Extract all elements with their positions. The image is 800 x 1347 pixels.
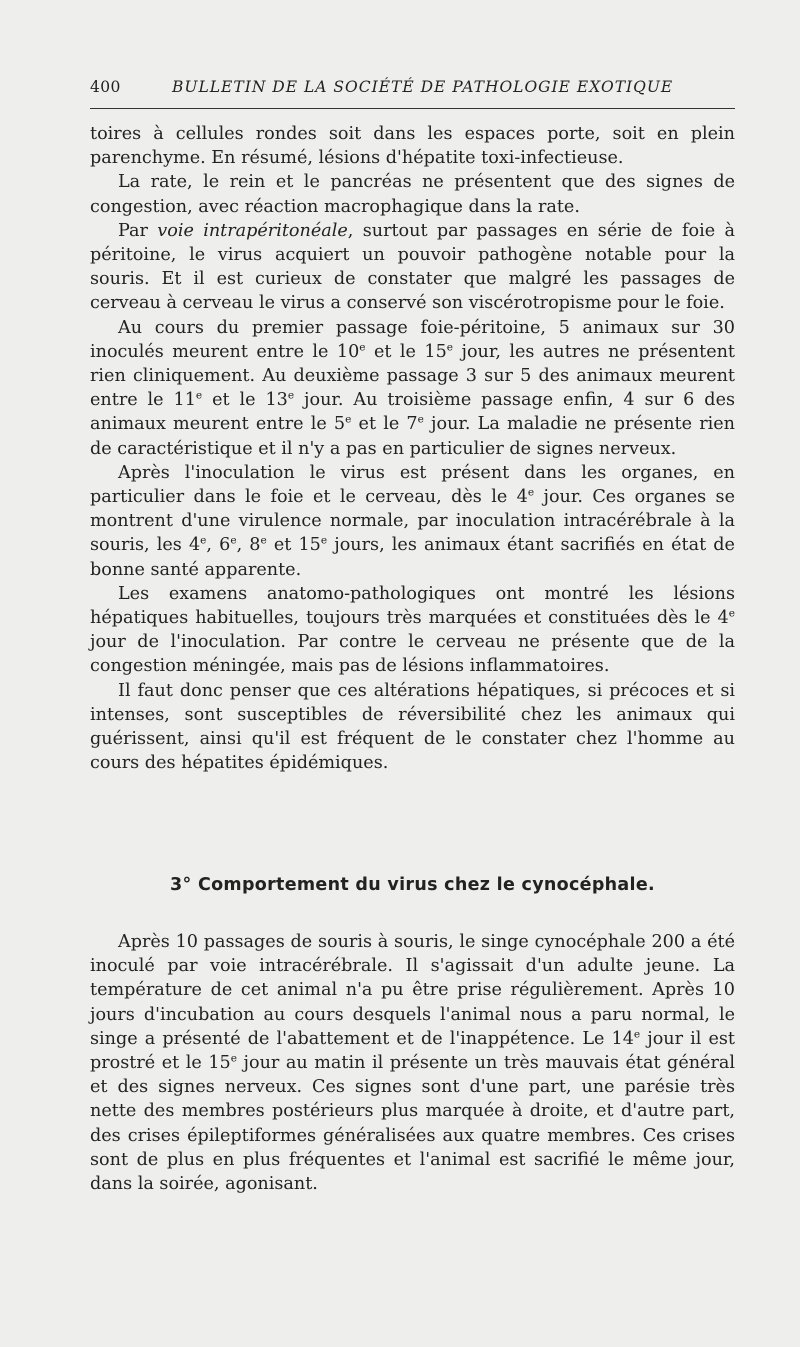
paragraph-6: Les examens anatomo-pathologiques ont montré les lésions hépatiques habituelles, toujours très marquées et constituées dès le 4e jour de l'inoculation. Par contre le cerveau ne présente que de la congestion méningée, mais pas de lésions inflammatoires. xyxy=(90,583,735,677)
paragraph-3: Par voie intrapéritonéale, surtout par passages en série de foie à péritoine, le virus acquiert un pouvoir pathogène notable pour la souris. Et il est curieux de constater que malgré les passages de cerveau à cerveau le virus a conservé son viscérotropisme pour le foie. xyxy=(90,220,735,314)
paragraph-7: Il faut donc penser que ces altérations hépatiques, si précoces et si intenses, sont susceptibles de réversibilité chez les animaux qui guérissent, ainsi qu'il est fréquent de le constater chez l'homme au cours des hépatites épidémiques. xyxy=(90,680,735,774)
paragraph-4: Au cours du premier passage foie-péritoine, 5 animaux sur 30 inoculés meurent entre le 10e et le 15e jour, les autres ne présentent rien cliniquement. Au deuxième passage 3 sur 5 des animaux meurent entre le 11e et le 13e jour. Au troisième passage enfin, 4 sur 6 des animaux meurent entre le 5e et le 7e jour. La maladie ne présente rien de caractéristique et il n'y a pas en particulier de signes nerveux. xyxy=(90,317,736,459)
header-rule xyxy=(90,108,735,109)
paragraph-5: Après l'inoculation le virus est présent dans les organes, en particulier dans le foie et le cerveau, dès le 4e jour. Ces organes se montrent d'une virulence normale, par inoculation intracérébrale à la souris, les 4e, 6e, 8e et 15e jours, les animaux étant sacrifiés en état de bonne santé apparente. xyxy=(90,462,735,580)
paragraph-1: toires à cellules rondes soit dans les espaces porte, soit en plein parenchyme. En résumé, lésions d'hépatite toxi-infectieuse. xyxy=(90,124,735,169)
body-text xyxy=(90,122,735,775)
section-heading: 3° Comportement du virus chez le cynocéphale. xyxy=(170,875,655,895)
running-title: BULLETIN DE LA SOCIÉTÉ DE PATHOLOGIE EXOTIQUE xyxy=(172,78,674,96)
section-body xyxy=(90,930,735,1196)
paragraph-8: Après 10 passages de souris à souris, le singe cynocéphale 200 a été inoculé par voie intracérébrale. Il s'agissait d'un adulte jeune. La température de cet animal n'a pu être prise régulièrement. Après 10 jours d'incubation au cours desquels l'animal nous a paru normal, le singe a présenté de l'abattement et de l'inappétence. Le 14e jour il est prostré et le 15e jour au matin il présente un très mauvais état général et des signes nerveux. Ces signes sont d'une part, une parésie très nette des membres postérieurs plus marquée à droite, et d'autre part, des crises épileptiformes généralisées aux quatre membres. Ces crises sont de plus en plus fréquentes et l'animal est sacrifié le même jour, dans la soirée, agonisant. xyxy=(90,932,735,1195)
page-number: 400 xyxy=(90,78,121,96)
italic-term: voie intrapéritonéale xyxy=(157,220,348,241)
paragraph-2: La rate, le rein et le pancréas ne présentent que des signes de congestion, avec réaction macrophagique dans la rate. xyxy=(90,172,735,217)
